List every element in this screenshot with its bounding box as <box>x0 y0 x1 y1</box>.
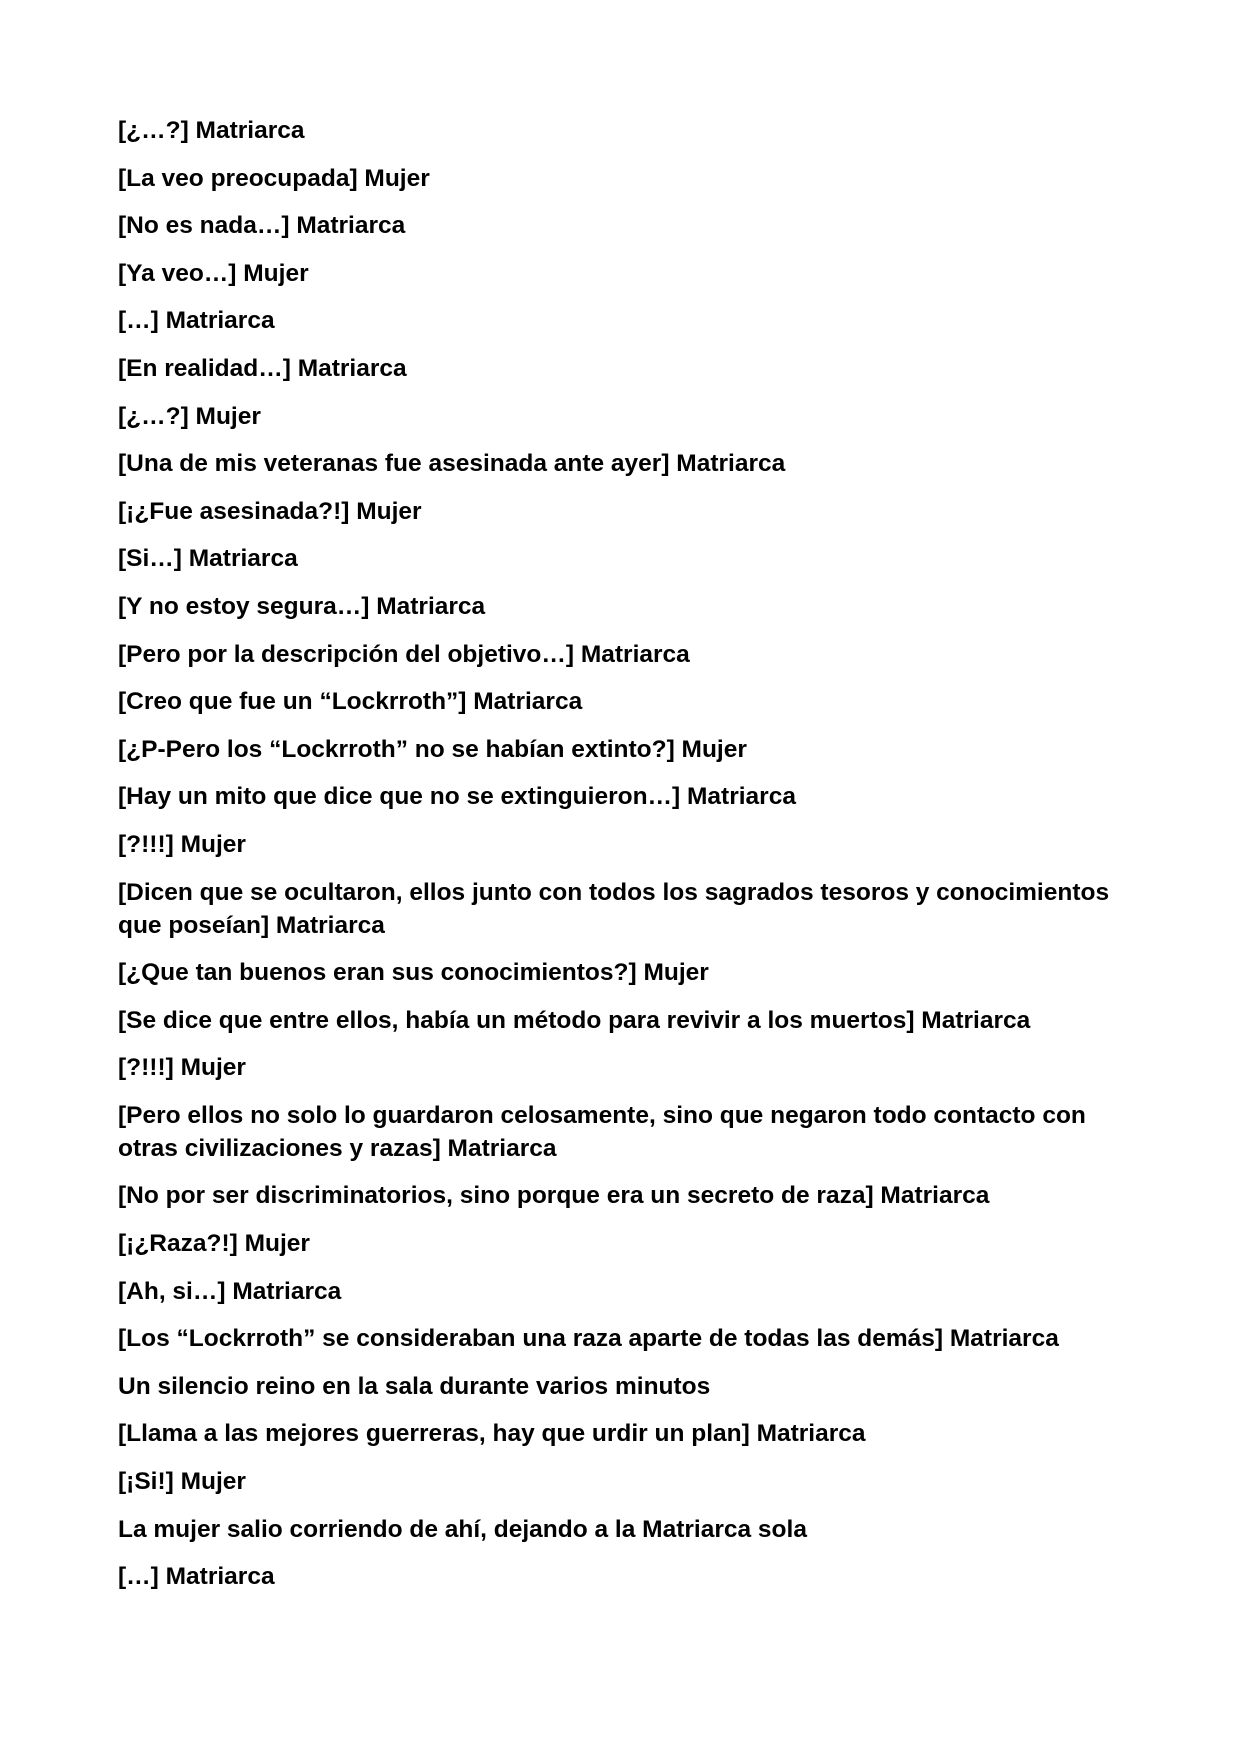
dialogue-line: [¿…?] Mujer <box>118 402 261 430</box>
dialogue-line: [En realidad…] Matriarca <box>118 354 407 382</box>
dialogue-line: [Pero por la descripción del objetivo…] Matriarca <box>118 640 690 668</box>
dialogue-line: [¡¿Raza?!] Mujer <box>118 1230 310 1258</box>
dialogue-line: [¡Si!] Mujer <box>118 1468 246 1496</box>
dialogue-line: [?!!!] Mujer <box>118 830 246 858</box>
dialogue-line: [Hay un mito que dice que no se extinguieron…] Matriarca <box>118 783 796 811</box>
dialogue-line: [?!!!] Mujer <box>118 1054 246 1082</box>
dialogue-line: [Los “Lockrroth” se consideraban una raza aparte de todas las demás] Matriarca <box>118 1325 1059 1353</box>
dialogue-line: [Se dice que entre ellos, había un método para revivir a los muertos] Matriarca <box>118 1006 1031 1034</box>
narration-line: Un silencio reino en la sala durante varios minutos <box>118 1372 711 1400</box>
dialogue-line: [La veo preocupada] Mujer <box>118 164 430 192</box>
dialogue-line: [Dicen que se ocultaron, ellos junto con todos los sagrados tesoros y conocimientos que poseían] Matriarca <box>118 878 1110 939</box>
dialogue-line: […] Matriarca <box>118 307 275 335</box>
dialogue-line: [Creo que fue un “Lockrroth”] Matriarca <box>118 688 583 716</box>
dialogue-line: [¡¿Fue asesinada?!] Mujer <box>118 497 422 525</box>
dialogue-line: [¿…?] Matriarca <box>118 117 305 144</box>
dialogue-line: [Ya veo…] Mujer <box>118 259 309 287</box>
dialogue-line: [¿Que tan buenos eran sus conocimientos?] Mujer <box>118 959 709 987</box>
dialogue-line: [No por ser discriminatorios, sino porque era un secreto de raza] Matriarca <box>118 1182 990 1210</box>
dialogue-line: […] Matriarca <box>118 1563 275 1591</box>
dialogue-line: [Una de mis veteranas fue asesinada ante ayer] Matriarca <box>118 450 786 478</box>
dialogue-line: [Y no estoy segura…] Matriarca <box>118 592 486 620</box>
dialogue-line: [Ah, si…] Matriarca <box>118 1277 342 1305</box>
dialogue-line: [No es nada…] Matriarca <box>118 212 406 240</box>
dialogue-line: [Si…] Matriarca <box>118 545 298 573</box>
dialogue-line: [¿P-Pero los “Lockrroth” no se habían extinto?] Mujer <box>118 735 747 763</box>
document-body <box>118 114 1128 1608</box>
dialogue-line: [Llama a las mejores guerreras, hay que urdir un plan] Matriarca <box>118 1420 866 1448</box>
narration-line: La mujer salio corriendo de ahí, dejando a la Matriarca sola <box>118 1515 807 1543</box>
dialogue-line: [Pero ellos no solo lo guardaron celosamente, sino que negaron todo contacto con otras civilizaciones y razas] Matriarca <box>118 1101 1086 1162</box>
